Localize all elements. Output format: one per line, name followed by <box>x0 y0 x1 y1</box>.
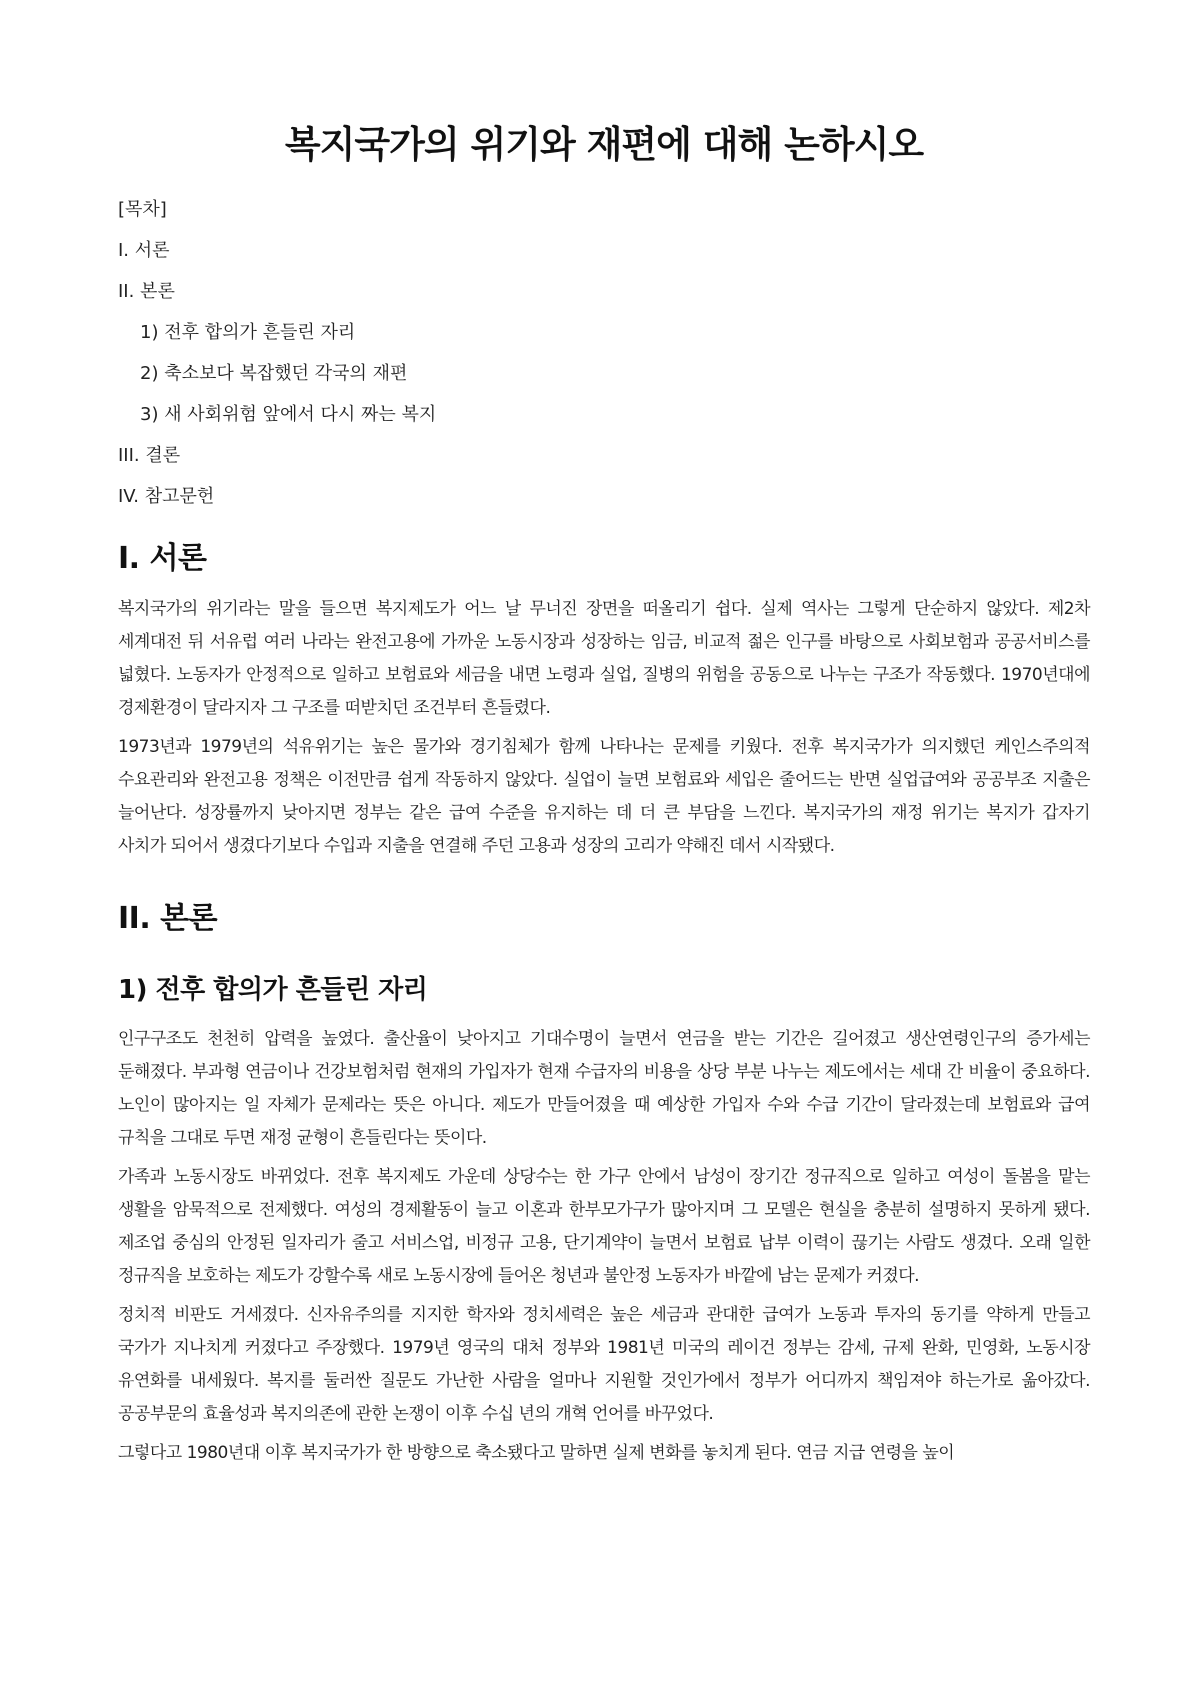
toc-item: III. 결론 <box>118 445 181 466</box>
section-heading-intro: I. 서론 <box>118 541 207 576</box>
toc-subitem: 2) 축소보다 복잡했던 각국의 재편 <box>140 363 408 384</box>
toc-subitem: 3) 새 사회위험 앞에서 다시 짜는 복지 <box>140 404 437 425</box>
document-title: 복지국가의 위기와 재편에 대해 논하시오 <box>284 123 924 166</box>
document-page <box>118 118 1090 1476</box>
intro-paragraph: 복지국가의 위기라는 말을 들으면 복지제도가 어느 날 무너진 장면을 떠올리기 쉽다. 실제 역사는 그렇게 단순하지 않았다. 제2차 세계대전 뒤 서유럽 여러 나라는 완전고용에 가까운 노동시장과 성장하는 임금, 비교적 젊은 인구를 바탕으로 사회보험과 공공서비스를 넓혔다. 노동자가 안정적으로 일하고 보험료와 세금을 내면 노령과 실업, 질병의 위험을 공동으로 나누는 구조가 작동했다. 1970년대에 경제환경이 달라지자 그 구조를 떠받치던 조건부터 흔들렸다. <box>118 599 1090 718</box>
section-heading-body: II. 본론 <box>118 901 218 936</box>
toc-subitem: 1) 전후 합의가 흔들린 자리 <box>140 322 356 343</box>
body-paragraph: 그렇다고 1980년대 이후 복지국가가 한 방향으로 축소됐다고 말하면 실제 변화를 놓치게 된다. 연금 지급 연령을 높이 <box>118 1443 955 1463</box>
toc-item: IV. 참고문헌 <box>118 486 215 507</box>
body-paragraph: 정치적 비판도 거세졌다. 신자유주의를 지지한 학자와 정치세력은 높은 세금과 관대한 급여가 노동과 투자의 동기를 약하게 만들고 국가가 지나치게 커졌다고 주장했다. 1979년 영국의 대처 정부와 1981년 미국의 레이건 정부는 감세, 규제 완화, 민영화, 노동시장 유연화를 내세웠다. 복지를 둘러싼 질문도 가난한 사람을 얼마나 지원할 것인가에서 정부가 어디까지 책임져야 하는가로 옮아갔다. 공공부문의 효율성과 복지의존에 관한 논쟁이 이후 수십 년의 개혁 언어를 바꾸었다. <box>118 1305 1090 1424</box>
section-spacer <box>118 953 1090 971</box>
body-paragraph: 인구구조도 천천히 압력을 높였다. 출산율이 낮아지고 기대수명이 늘면서 연금을 받는 기간은 길어졌고 생산연령인구의 증가세는 둔해졌다. 부과형 연금이나 건강보험처럼 현재의 가입자가 현재 수급자의 비용을 상당 부분 나누는 제도에서는 세대 간 비율이 중요하다. 노인이 많아지는 일 자체가 문제라는 뜻은 아니다. 제도가 만들어졌을 때 예상한 가입자 수와 수급 기간이 달라졌는데 보험료와 급여 규칙을 그대로 두면 재정 균형이 흔들린다는 뜻이다. <box>118 1029 1090 1148</box>
body-paragraph: 가족과 노동시장도 바뀌었다. 전후 복지제도 가운데 상당수는 한 가구 안에서 남성이 장기간 정규직으로 일하고 여성이 돌봄을 맡는 생활을 암묵적으로 전제했다. 여성의 경제활동이 늘고 이혼과 한부모가구가 많아지며 그 모델은 현실을 충분히 설명하지 못하게 됐다. 제조업 중심의 안정된 일자리가 줄고 서비스업, 비정규 고용, 단기계약이 늘면서 보험료 납부 이력이 끊기는 사람도 생겼다. 오래 일한 정규직을 보호하는 제도가 강할수록 새로 노동시장에 들어온 청년과 불안정 노동자가 바깥에 남는 문제가 커졌다. <box>118 1167 1090 1286</box>
section-spacer <box>118 869 1090 899</box>
subsection-heading: 1) 전후 합의가 흔들린 자리 <box>118 975 428 1005</box>
toc-heading: [목차] <box>118 199 167 220</box>
table-of-contents <box>118 198 1090 509</box>
toc-item: II. 본론 <box>118 281 175 302</box>
toc-item: I. 서론 <box>118 240 170 261</box>
intro-paragraph: 1973년과 1979년의 석유위기는 높은 물가와 경기침체가 함께 나타나는 문제를 키웠다. 전후 복지국가가 의지했던 케인스주의적 수요관리와 완전고용 정책은 이전만큼 쉽게 작동하지 않았다. 실업이 늘면 보험료와 세입은 줄어드는 반면 실업급여와 공공부조 지출은 늘어난다. 성장률까지 낮아지면 정부는 같은 급여 수준을 유지하는 데 더 큰 부담을 느낀다. 복지국가의 재정 위기는 복지가 갑자기 사치가 되어서 생겼다기보다 수입과 지출을 연결해 주던 고용과 성장의 고리가 약해진 데서 시작됐다. <box>118 737 1090 856</box>
